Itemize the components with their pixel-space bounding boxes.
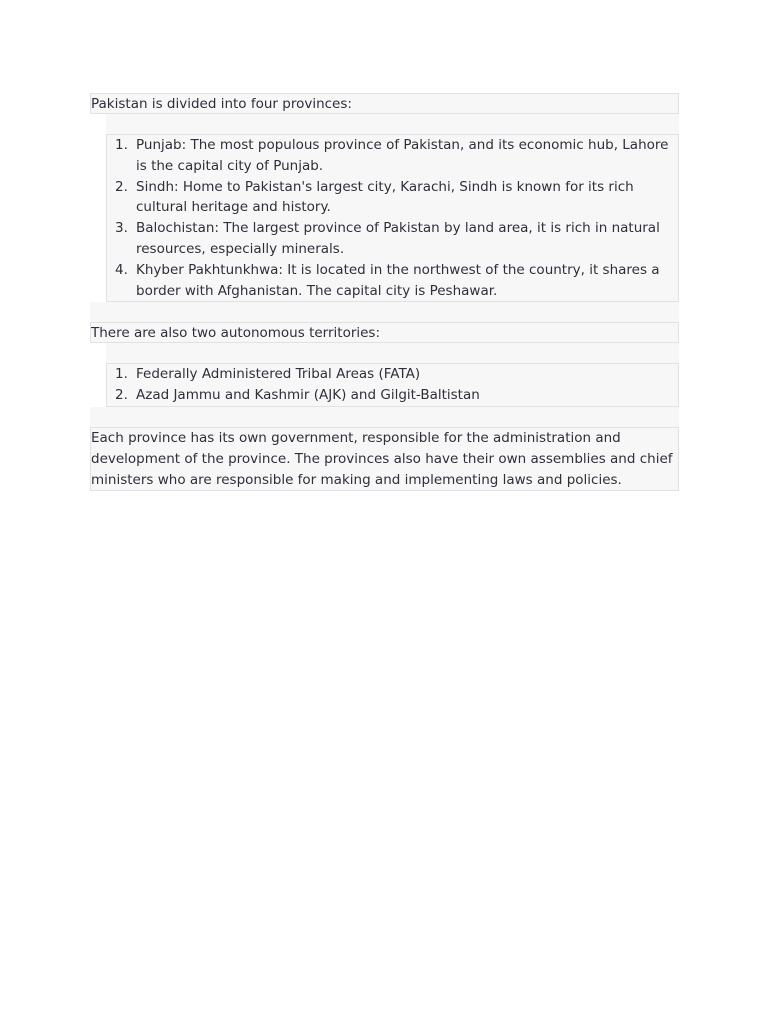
list-number: 4. xyxy=(115,261,128,278)
list-number: 1. xyxy=(115,366,128,383)
list-item-text: Sindh: Home to Pakistan's largest city, Karachi, Sindh is known for its rich cultural heritage and history. xyxy=(136,178,634,216)
list-item xyxy=(107,364,678,385)
list-item xyxy=(107,177,678,219)
document-body xyxy=(90,93,679,491)
list-item xyxy=(107,260,678,302)
list-item-text: Khyber Pakhtunkhwa: It is located in the northwest of the country, it shares a border with Afghanistan. The capital city is Peshawar. xyxy=(136,261,660,299)
list-item xyxy=(107,385,678,406)
spacer xyxy=(90,302,679,322)
territories-list xyxy=(106,363,679,407)
list-item xyxy=(107,135,678,177)
list-item-text: Federally Administered Tribal Areas (FATA) xyxy=(136,366,421,383)
spacer xyxy=(106,114,679,134)
list-item-text: Azad Jammu and Kashmir (AJK) and Gilgit-Baltistan xyxy=(136,387,480,404)
list-number: 1. xyxy=(115,137,128,153)
list-number: 2. xyxy=(115,178,128,195)
list-number: 3. xyxy=(115,220,128,237)
list-item-text: Punjab: The most populous province of Pakistan, and its economic hub, Lahore is the capital city of Punjab. xyxy=(136,137,669,174)
spacer xyxy=(90,407,679,427)
list-number: 2. xyxy=(115,387,128,404)
intro-paragraph: Pakistan is divided into four provinces: xyxy=(90,93,679,114)
list-item xyxy=(107,218,678,260)
territories-intro-paragraph: There are also two autonomous territories: xyxy=(90,322,679,343)
list-item-text: Balochistan: The largest province of Pakistan by land area, it is rich in natural resources, especially minerals. xyxy=(136,220,660,257)
spacer xyxy=(106,343,679,363)
provinces-list xyxy=(106,134,679,302)
closing-paragraph: Each province has its own government, responsible for the administration and development of the province. The provinces also have their own assemblies and chief ministers who are responsible for making and implementing laws and policies. xyxy=(90,427,679,491)
